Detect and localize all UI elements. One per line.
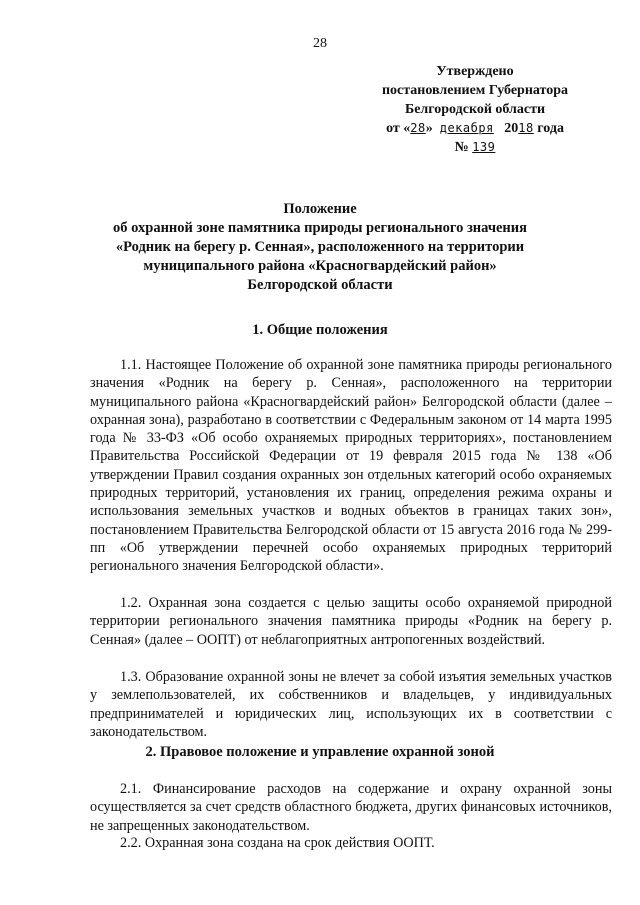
number-value: 139 [472, 140, 496, 154]
approval-line-2: постановлением Губернатора [381, 83, 569, 98]
approval-line-1: Утверждено [436, 64, 514, 79]
title-line-2: об охранной зоне памятника природы регионального значения [113, 220, 527, 236]
number-prefix: № [454, 140, 469, 155]
page-number: 28 [313, 36, 327, 51]
date-month: декабря [439, 121, 494, 135]
paragraph-2-2: 2.2. Охранная зона создана на срок действия ООПТ. [120, 835, 435, 851]
date-suffix: года [537, 121, 564, 136]
date-year-suffix: 18 [518, 121, 534, 135]
approval-line-3: Белгородской области [404, 102, 546, 117]
document-title [60, 200, 580, 295]
date-year-prefix: 20 [504, 121, 519, 136]
date-mid: » [425, 121, 433, 136]
title-line-5: Белгородской области [247, 277, 393, 293]
title-line-4: муниципального района «Красногвардейский район» [143, 258, 497, 274]
date-day: 28 [410, 121, 426, 135]
paragraph-1-2: 1.2. Охранная зона создается с целью защиты особо охраняемой природной территории регионального значения памятника природы «Родник на берегу р. Сенная» (далее – ООПТ) от неблагоприятных антропогенных воздействий. [90, 595, 612, 648]
approval-stamp [340, 62, 610, 157]
section-2-heading: 2. Правовое положение и управление охранной зоной [145, 744, 495, 760]
date-prefix: от « [386, 121, 411, 136]
paragraph-2-1: 2.1. Финансирование расходов на содержание и охрану охранной зоны осуществляется за счет средств областного бюджета, других финансовых источников, не запрещенных законодательством. [90, 781, 612, 834]
section-1-heading: 1. Общие положения [252, 322, 388, 338]
title-line-1: Положение [283, 201, 357, 217]
approval-date [340, 119, 610, 138]
approval-number [340, 138, 610, 157]
title-line-3: «Родник на берегу р. Сенная», расположенного на территории [115, 239, 525, 255]
paragraph-1-3: 1.3. Образование охранной зоны не влечет за собой изъятия земельных участков у землепользователей, их собственников и владельцев, у индивидуальных предпринимателей и юридических лиц, использующих их в соответствии с законодательством. [90, 669, 612, 740]
paragraph-1-1: 1.1. Настоящее Положение об охранной зоне памятника природы регионального значения «Родник на берегу р. Сенная», расположенного на территории муниципального района «Красногвардейский район» Белгородской области (далее – охранная зона), разработано в соответствии с Федеральным законом от 14 марта 1995 года № 33-ФЗ «Об особо охраняемых природных территориях», постановлением Правительства Российской Федерации от 19 февраля 2015 года № 138 «Об утверждении Правил создания охранных зон отдельных категорий особо охраняемых природных территорий, установления их границ, определения режима охраны и использования земельных участков и водных объектов в границах таких зон», постановлением Правительства Белгородской области от 15 августа 2016 года № 299-пп «Об утверждении перечней особо охраняемых природных территорий регионального значения Белгородской области». [90, 357, 612, 575]
